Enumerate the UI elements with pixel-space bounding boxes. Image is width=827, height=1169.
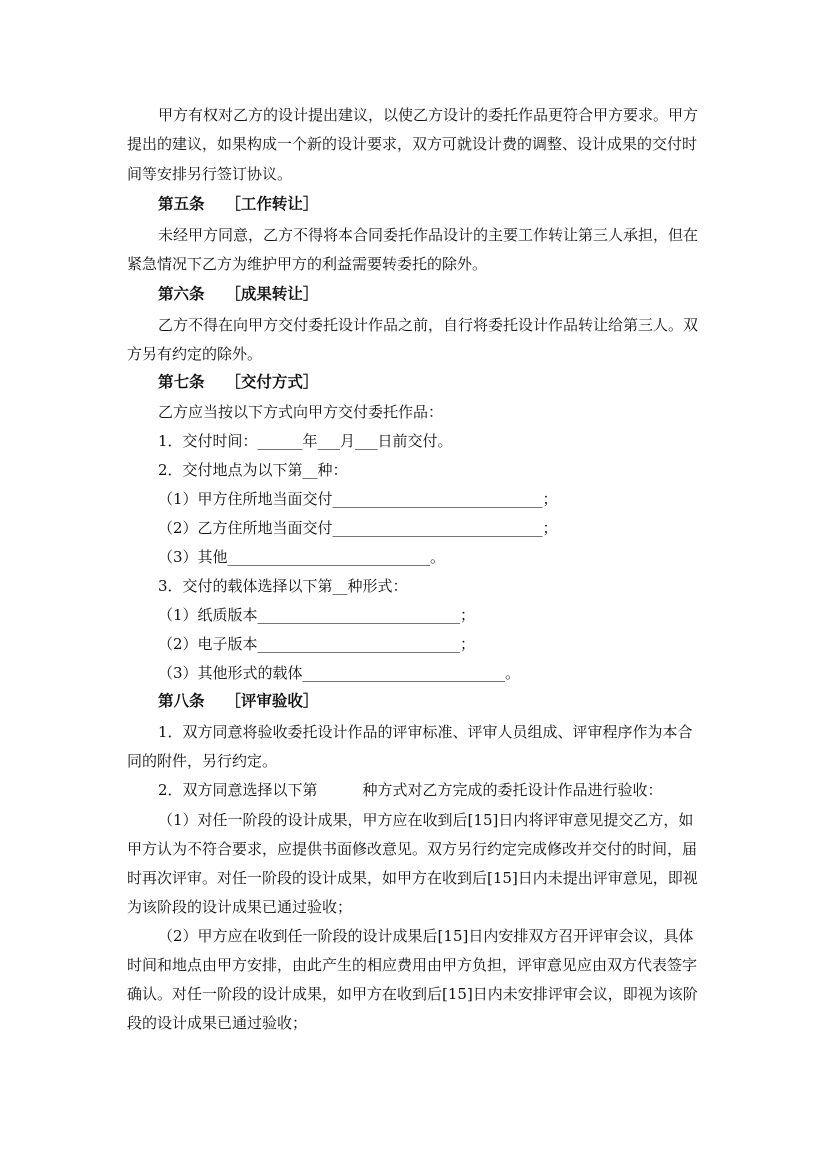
- paragraph-line: 同的附件，另行约定。: [127, 752, 278, 770]
- paragraph-line: 确认。对任一阶段的设计成果，如甲方在收到后[15]日内未安排评审会议，即视为该阶: [127, 985, 698, 1003]
- paragraph-line: 提出的建议，如果构成一个新的设计要求，双方可就设计费的调整、设计成果的交付时: [127, 135, 698, 153]
- paragraph-line: 紧急情况下乙方为维护甲方的利益需要转委托的除外。: [127, 255, 488, 273]
- paragraph-line: 1．双方同意将验收委托设计作品的评审标准、评审人员组成、评审程序作为本合: [158, 723, 693, 741]
- paragraph-line: 乙方应当按以下方式向甲方交付委托作品：: [158, 403, 444, 421]
- list-item: 2．交付地点为以下第__种：: [158, 461, 348, 479]
- paragraph-line: 甲方认为不符合要求，应提供书面修改意见。双方另行约定完成修改并交付的时间，届: [127, 840, 698, 858]
- article-7-heading: 第七条 ［交付方式］: [158, 373, 319, 391]
- paragraph-line: 时再次评审。对任一阶段的设计成果，如甲方在收到后[15]日内未提出评审意见，即视: [127, 869, 698, 887]
- article-5-heading: 第五条 ［工作转让］: [158, 195, 319, 213]
- list-item: （2）电子版本___________________________；: [158, 635, 476, 653]
- paragraph-line: 2．双方同意选择以下第 种方式对乙方完成的委托设计作品进行验收：: [158, 781, 663, 799]
- list-item: （1）甲方住所地当面交付____________________________；: [158, 490, 558, 508]
- paragraph-line: 间等安排另行签订协议。: [127, 165, 293, 183]
- paragraph-line: 乙方不得在向甲方交付委托设计作品之前，自行将委托设计作品转让给第三人。双: [158, 316, 699, 334]
- article-6-heading: 第六条 ［成果转让］: [158, 285, 319, 303]
- list-item: 1．交付时间：______年___月___日前交付。: [158, 432, 453, 450]
- article-8-heading: 第八条 ［评审验收］: [158, 692, 319, 710]
- paragraph-line: 为该阶段的设计成果已通过验收；: [127, 898, 353, 916]
- list-item: （3）其他___________________________。: [158, 548, 446, 566]
- list-item: （1）纸质版本___________________________；: [158, 606, 476, 624]
- list-item: 3．交付的载体选择以下第__种形式：: [158, 577, 408, 595]
- list-item: （3）其他形式的载体___________________________。: [158, 664, 521, 682]
- paragraph-line: （2）甲方应在收到任一阶段的设计成果后[15]日内安排双方召开评审会议，具体: [158, 927, 694, 945]
- paragraph-line: 方另有约定的除外。: [127, 345, 263, 363]
- paragraph-line: 时间和地点由甲方安排，由此产生的相应费用由甲方负担，评审意见应由双方代表签字: [127, 956, 698, 974]
- list-item: （2）乙方住所地当面交付____________________________；: [158, 519, 558, 537]
- paragraph-line: 甲方有权对乙方的设计提出建议，以使乙方设计的委托作品更符合甲方要求。甲方: [158, 106, 699, 124]
- paragraph-line: （1）对任一阶段的设计成果，甲方应在收到后[15]日内将评审意见提交乙方，如: [158, 811, 694, 829]
- paragraph-line: 段的设计成果已通过验收；: [127, 1014, 308, 1032]
- paragraph-line: 未经甲方同意，乙方不得将本合同委托作品设计的主要工作转让第三人承担，但在: [158, 226, 699, 244]
